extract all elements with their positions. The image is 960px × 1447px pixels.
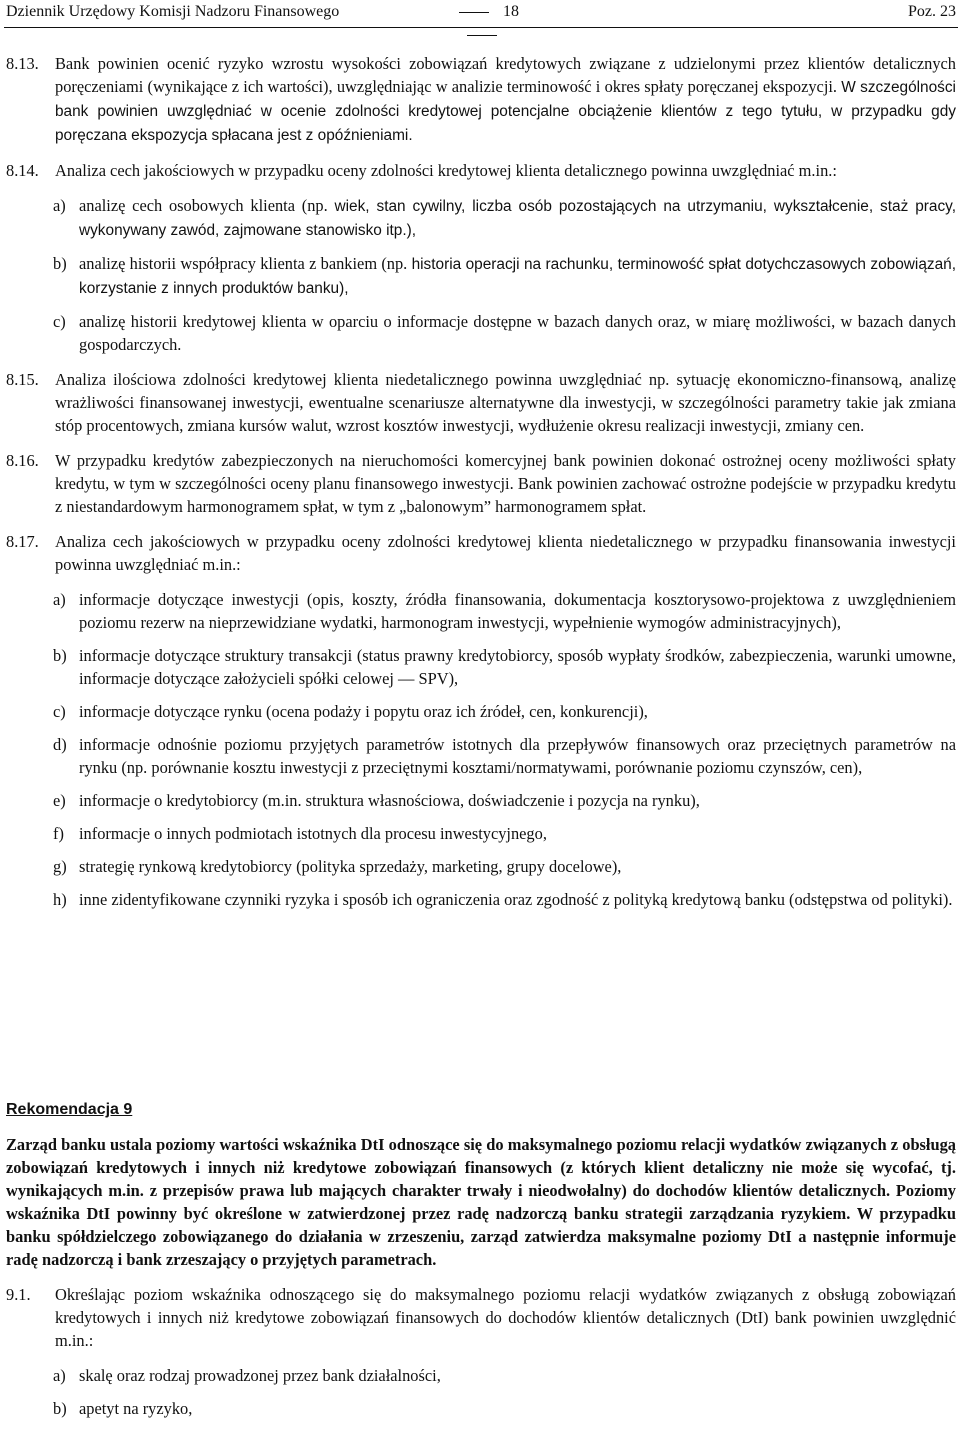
paragraph-text: Analiza cech jakościowych w przypadku oceny zdolności kredytowej klienta detalicznego powinna uwzględniać m.in.: xyxy=(55,161,837,180)
page-header xyxy=(6,0,956,26)
list-letter: g) xyxy=(53,857,67,876)
list-item xyxy=(53,194,956,242)
paragraph-8-15 xyxy=(6,368,956,437)
list-text: informacje dotyczące struktury transakcji (status prawny kredytobiorcy, sposób wypłaty środków, zabezpieczenia, warunki umowne, informacje dotyczące założycieli spółki celowej — SPV), xyxy=(79,646,956,688)
paragraph-8-16 xyxy=(6,449,956,518)
paragraph-number: 9.1. xyxy=(6,1285,31,1304)
paragraph-text: W przypadku kredytów zabezpieczonych na nieruchomości komercyjnej bank powinien dokonać ostrożnej oceny możliwości spłaty kredytu, w tym w szczególności oceny planu finansowego inwestycji. Bank powinien zachować ostrożne podejście w przypadku kredytu z niestandardowym harmonogramem spłat, w tym z „balonowym” harmonogramem spłat. xyxy=(55,451,956,516)
page-number xyxy=(422,0,542,46)
list-item xyxy=(53,252,956,300)
position-label: Poz. 23 xyxy=(908,3,956,20)
list-text xyxy=(79,252,956,300)
recommendation-section xyxy=(6,1098,956,1430)
list-text: informacje odnośnie poziomu przyjętych parametrów istotnych dla przepływów finansowych oraz przeciętnych parametrów na rynku (np. porównanie kosztu inwestycji z przeciętnymi kosztami/normatywami, porównanie poziomu czynszów, cen), xyxy=(79,735,956,777)
list-item xyxy=(53,644,956,690)
paragraph-8-17 xyxy=(6,530,956,576)
dash-left xyxy=(459,12,489,13)
list-text: strategię rynkową kredytobiorcy (polityka sprzedaży, marketing, grupy docelowe), xyxy=(79,857,622,876)
dash-right xyxy=(467,35,497,36)
paragraph-8-13 xyxy=(6,52,956,147)
list-letter: c) xyxy=(53,702,66,721)
list-item xyxy=(53,855,956,878)
list-item xyxy=(53,822,956,845)
recommendation-title: Rekomendacja 9 xyxy=(6,1101,133,1118)
paragraph-number: 8.17. xyxy=(6,532,39,551)
text-serif: Bank powinien ocenić ryzyko wzrostu wysokości zobowiązań kredytowych związane z udzielonymi przez klientów detalicznych poręczeniami (wynikające z ich wartości), uwzględniając w analizie terminowość i okres spłaty poręczanej ekspozycji. xyxy=(55,54,956,96)
list-letter: d) xyxy=(53,735,67,754)
paragraph-text: Określając poziom wskaźnika odnoszącego się do maksymalnego poziomu relacji wydatków związanych z obsługą zobowiązań kredytowych i innych niż kredytowe zobowiązań finansowych do dochodów klientów detalicznych (DtI) bank powinien uwzględnić m.in.: xyxy=(55,1285,956,1350)
list-item xyxy=(53,733,956,779)
list-text: analizę historii kredytowej klienta w oparciu o informacje dostępne w bazach danych oraz, w miarę możliwości, w bazach danych gospodarczych. xyxy=(79,312,956,354)
list-item xyxy=(53,700,956,723)
list-item xyxy=(53,888,956,911)
text-serif: analizę historii współpracy klienta z bankiem (np. xyxy=(79,254,408,273)
list-letter: b) xyxy=(53,646,67,665)
list-item xyxy=(53,588,956,634)
list-text: informacje o kredytobiorcy (m.in. struktura własnościowa, doświadczenie i pozycja na rynku), xyxy=(79,791,700,810)
list-letter: h) xyxy=(53,890,67,909)
text-serif: analizę cech osobowych klienta (np. xyxy=(79,196,328,215)
text-sans: historia operacji na rachunku, terminowość spłat dotychczasowych zobowiązań, korzystanie z innych produktów banku), xyxy=(79,256,956,297)
list-letter: f) xyxy=(53,824,64,843)
paragraph-number: 8.15. xyxy=(6,370,39,389)
list-item xyxy=(53,1397,956,1420)
list-text: informacje o innych podmiotach istotnych dla procesu inwestycyjnego, xyxy=(79,824,547,843)
paragraph-9-1 xyxy=(6,1283,956,1352)
list-text: skalę oraz rodzaj prowadzonej przez bank działalności, xyxy=(79,1366,441,1385)
paragraph-8-14 xyxy=(6,159,956,182)
recommendation-body: Zarząd banku ustala poziomy wartości wskaźnika DtI odnoszące się do maksymalnego poziomu relacji wydatków związanych z obsługą zobowiązań kredytowych i innych niż kredytowe zobowiązań finansowych (z których klient detaliczny nie może się wycofać, tj. wynikających m.in. z przepisów prawa lub mających charakter trwały i nieodwołalny) do dochodów klientów detalicznych. Poziomy wskaźnika DtI powinny być określone w zatwierdzonej przez radę nadzorczą banku strategii zarządzania ryzykiem. W przypadku banku spółdzielczego zobowiązanego do działania w zrzeszeniu, zarząd zatwierdza maksymalne poziomy DtI a następnie informuje radę nadzorczą i bank zrzeszający o przyjętych parametrach. xyxy=(6,1135,956,1269)
text-sans: W szczególności bank powinien uwzględniać w ocenie zdolności kredytowej potencjalne obciążenie klientów z tego tytułu, w przypadku gdy poręczana ekspozycja spłacana jest z opóźnieniami. xyxy=(55,79,956,144)
list-text: inne zidentyfikowane czynniki ryzyka i sposób ich ograniczenia oraz zgodność z polityką kredytową banku (odstępstwa od polityki). xyxy=(79,890,953,909)
list-item xyxy=(53,1364,956,1387)
list-letter: b) xyxy=(53,1399,67,1418)
list-text: informacje dotyczące rynku (ocena podaży i popytu oraz ich źródeł, cen, konkurencji), xyxy=(79,702,648,721)
paragraph-text xyxy=(55,52,956,147)
list-item xyxy=(53,789,956,812)
list-letter: a) xyxy=(53,1366,66,1385)
list-letter: a) xyxy=(53,196,66,215)
document-body xyxy=(6,52,956,921)
paragraph-text: Analiza cech jakościowych w przypadku oceny zdolności kredytowej klienta niedetalicznego w przypadku finansowania inwestycji powinna uwzględniać m.in.: xyxy=(55,532,956,574)
header-divider xyxy=(4,27,958,28)
paragraph-number: 8.16. xyxy=(6,451,39,470)
paragraph-number: 8.14. xyxy=(6,161,39,180)
list-text: apetyt na ryzyko, xyxy=(79,1399,193,1418)
list-item xyxy=(53,310,956,356)
journal-title: Dziennik Urzędowy Komisji Nadzoru Finansowego xyxy=(6,3,340,20)
list-letter: a) xyxy=(53,590,66,609)
page-number-text: 18 xyxy=(503,3,519,20)
text-sans: wiek, stan cywilny, liczba osób pozostających na utrzymaniu, wykształcenie, staż pracy, wykonywany zawód, zajmowane stanowisko itp.), xyxy=(79,198,956,239)
list-letter: c) xyxy=(53,312,66,331)
paragraph-text: Analiza ilościowa zdolności kredytowej klienta niedetalicznego powinna uwzględniać np. sytuację ekonomiczno-finansową, analizę wrażliwości finansowanej inwestycji, ewentualne scenariusze alternatywne dla inwestycji, w szczególności parametry takie jak zmiana stóp procentowych, zmiana kursów walut, wzrost kosztów inwestycji, wydłużenie okresu realizacji inwestycji, zmiany cen. xyxy=(55,370,956,435)
paragraph-number: 8.13. xyxy=(6,54,39,73)
list-letter: b) xyxy=(53,254,67,273)
list-letter: e) xyxy=(53,791,66,810)
list-text xyxy=(79,194,956,242)
list-text: informacje dotyczące inwestycji (opis, koszty, źródła finansowania, dokumentacja kosztorysowo-projektowa z uwzględnieniem poziomu rezerw na nieprzewidziane wydatki, harmonogram inwestycji, wypełnienie wymogów administracyjnych), xyxy=(79,590,956,632)
